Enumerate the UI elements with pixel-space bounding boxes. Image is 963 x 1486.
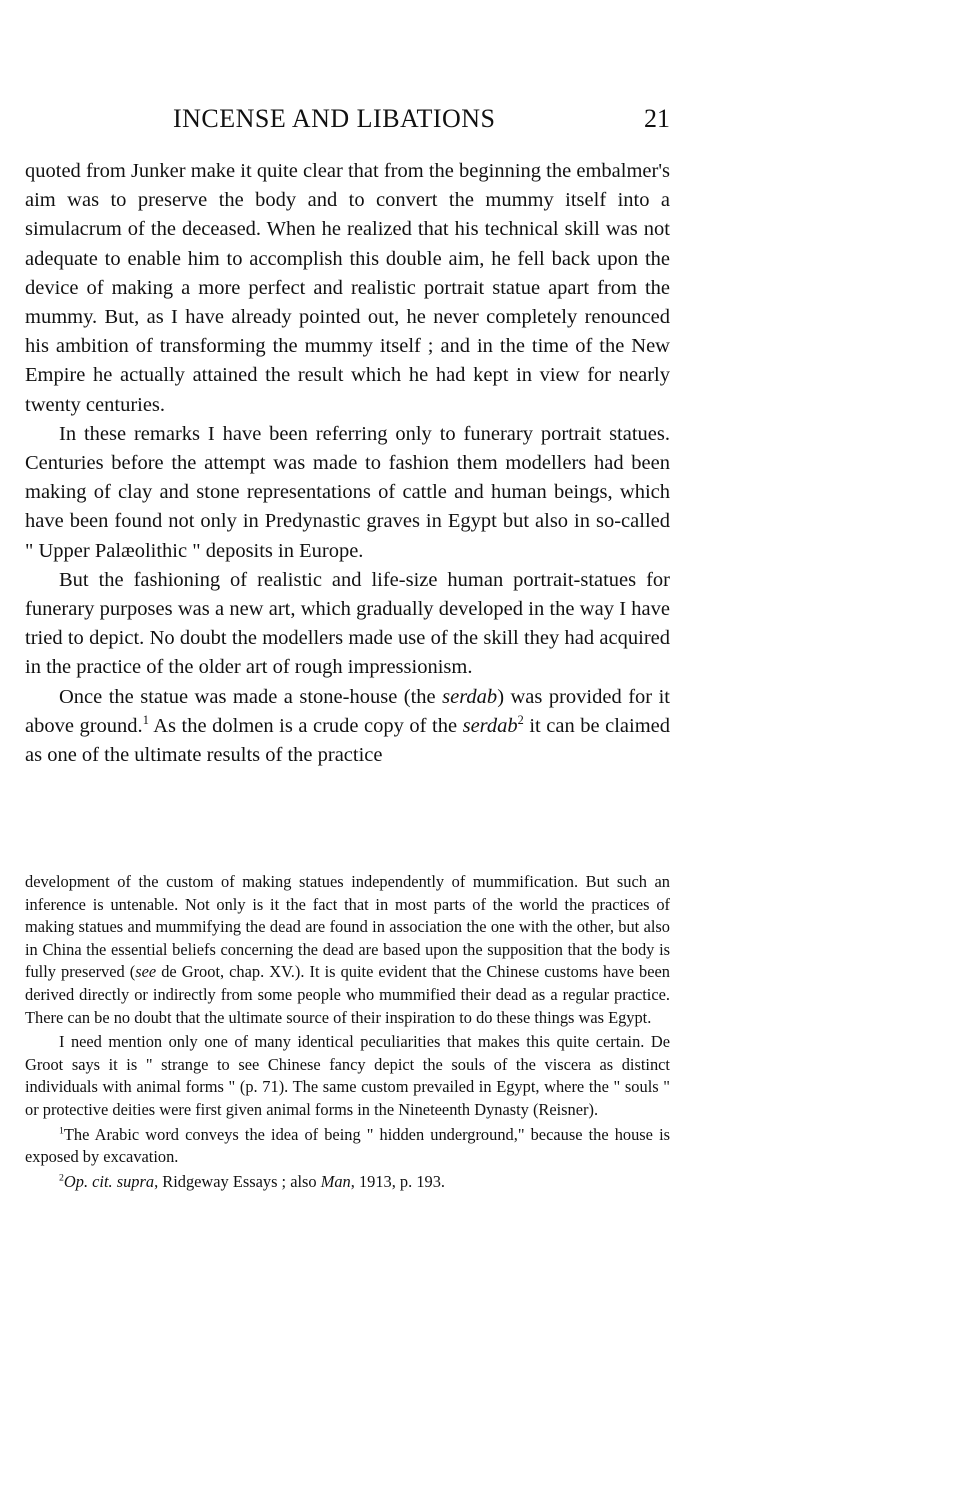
footnote-continued-a: development of the custom of making statues independently of mummification. But such an inference is untenable. Not only is it the fact that in most parts of the world the practices of making statues and mummifying the dead are found in association the one with the other, but also in China the essential beliefs concerning the dead are based upon the supposition that the body is fully preserved ( bbox=[25, 872, 670, 982]
serdab-term: serdab bbox=[442, 685, 498, 708]
paragraph-3: But the fashioning of realistic and life-size human portrait-statues for funerary purposes was a new art, which gradually developed in the way I have tried to depict. No doubt the modellers made use of the skill they had acquired in the practice of the older art of rough impressionism. bbox=[25, 568, 670, 679]
footnote-continued-b: de Groot, chap. XV.). It is quite evident that the Chinese customs have been derived directly or indirectly from some people who mummified their dead as a regular practice. There can be no doubt that the ultimate source of their inspiration to do these things was Egypt. bbox=[25, 962, 670, 1027]
paragraph-4-text-a: Once the statue was made a stone-house (the bbox=[59, 685, 443, 708]
paragraph-2: In these remarks I have been referring only to funerary portrait statues. Centuries before the attempt was made to fashion them modellers had been making of clay and stone representations of cattle and human beings, which have been found not only in Predynastic graves in Egypt but also in so-called " Upper Palæolithic " deposits in Europe. bbox=[25, 422, 670, 562]
footnote-1 bbox=[25, 1124, 670, 1169]
footnote-1-text: The Arabic word conveys the idea of being " hidden underground," because the house is exposed by excavation. bbox=[25, 1124, 670, 1167]
see-term: see bbox=[135, 962, 157, 982]
paragraph-4-text-d: it can be claimed as one of the ultimate results of the practice bbox=[25, 714, 671, 767]
page-number: 21 bbox=[644, 104, 670, 133]
footnotes bbox=[25, 871, 670, 1193]
serdab-term-2: serdab bbox=[462, 714, 518, 737]
footnote-2-marker: 2 bbox=[59, 1172, 64, 1184]
paragraph-4-text-b: ) was provided for it above ground. bbox=[25, 685, 670, 737]
paragraph-4-text-c: As the dolmen is a crude copy of the bbox=[148, 714, 463, 737]
footnote-2-text-a: , Ridgeway Essays ; also bbox=[154, 1171, 321, 1191]
footnote-ref-1[interactable]: 1 bbox=[142, 713, 149, 728]
footnote-2-text-b: , 1913, p. 193. bbox=[350, 1171, 445, 1191]
man-term: Man bbox=[320, 1171, 351, 1191]
body-text bbox=[25, 157, 670, 770]
running-head bbox=[163, 104, 670, 144]
paragraph-1: quoted from Junker make it quite clear that from the beginning the embalmer's aim was to preserve the body and to convert the mummy itself into a simulacrum of the deceased. When he realized that his technical skill was not adequate to enable him to accomplish this double aim, he fell back upon the device of making a more perfect and realistic portrait statue apart from the mummy. But, as I have already pointed out, he never completely renounced his ambition of transforming the mummy itself ; and in the time of the New Empire he actually attained the result which he had kept in view for nearly twenty centuries. bbox=[25, 160, 670, 416]
footnote-continued-2: I need mention only one of many identical peculiarities that makes this quite certain. De Groot says it is " strange to see Chinese fancy depict the souls of the viscera as distinct individuals with animal forms " (p. 71). The same custom prevailed in Egypt, where the " souls " or protective deities were first given animal forms in the Nineteenth Dynasty (Reisner). bbox=[25, 1032, 670, 1119]
footnote-1-marker: 1 bbox=[59, 1125, 64, 1137]
footnote-continued bbox=[25, 871, 670, 1029]
paragraph-4 bbox=[25, 683, 670, 771]
footnote-2 bbox=[25, 1171, 670, 1194]
footnote-ref-2[interactable]: 2 bbox=[517, 713, 524, 728]
op-cit-term: Op. cit. supra bbox=[63, 1171, 155, 1191]
running-title: INCENSE AND LIBATIONS bbox=[173, 104, 496, 133]
